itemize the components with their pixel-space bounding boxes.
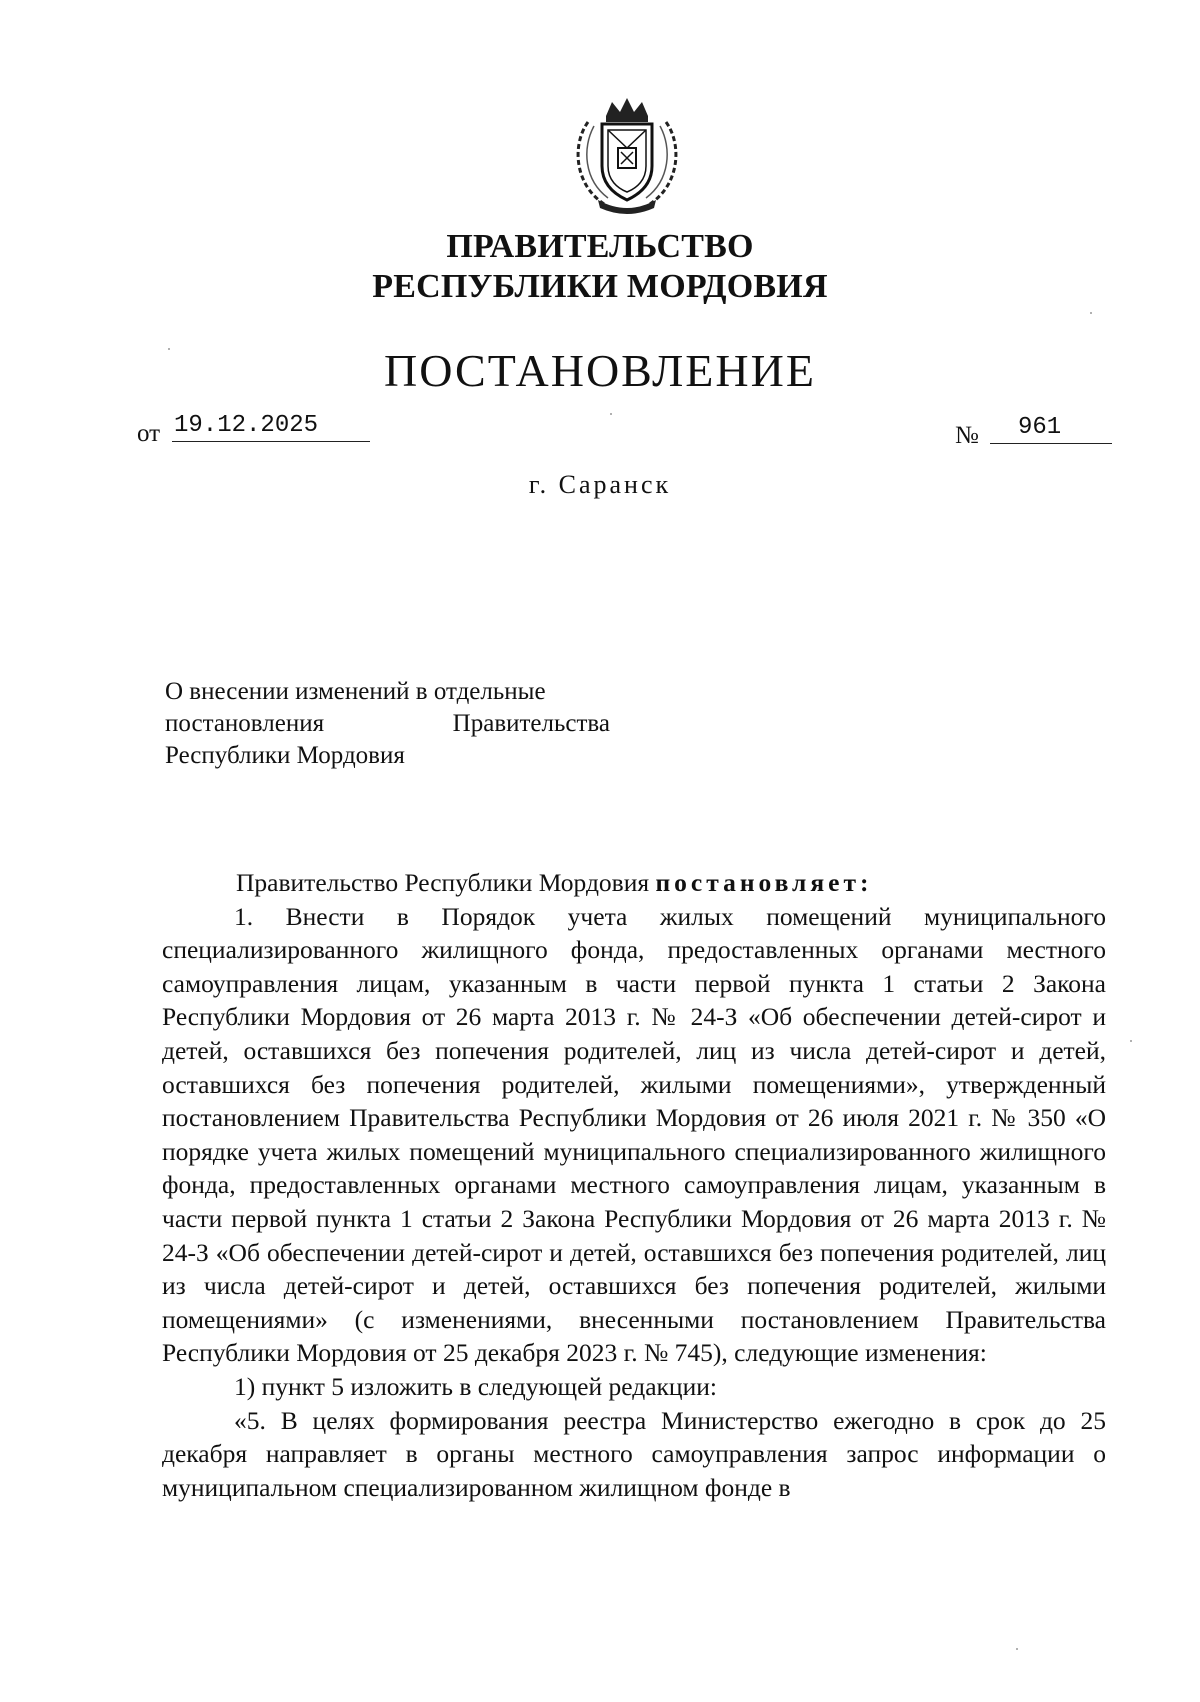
paragraph-1: 1. Внести в Порядок учета жилых помещений муниципального специализированного жилищного фонда, предоставленных органами местного самоуправления лицам, указанным в части первой пункта 1 статьи 2 Закона Республики Мордовия от 26 марта 2013 г. № 24-З «Об обеспечении детей-сирот и детей, оставшихся без попечения родителей, лиц из числа детей-сирот и детей, оставшихся без попечения родителей, жилыми помещениями», утвержденный постановлением Правительства Республики Мордовия от 26 июля 2021 г. № 350 «О порядке учета жилых помещений муниципального специализированного жилищного фонда, предоставленных органами местного самоуправления лицам, указанным в части первой пункта 1 статьи 2 Закона Республики Мордовия от 26 марта 2013 г. № 24-З «Об обеспечении детей-сирот и детей, оставшихся без попечения родителей, лиц из числа детей-сирот и детей, оставшихся без попечения родителей, жилыми помещениями» (с изменениями, внесенными постановлением Правительства Республики Мордовия от 25 декабря 2023 г. № 745), следующие изменения: xyxy=(162,901,1106,1368)
document-number-field: 961 xyxy=(990,414,1112,444)
number-label: № xyxy=(955,422,979,449)
scan-speck xyxy=(1130,1040,1132,1042)
preamble xyxy=(162,866,1106,900)
item-1: 1) пункт 5 изложить в следующей редакции: xyxy=(234,1371,717,1401)
scan-speck xyxy=(168,348,170,350)
document-type-title: ПОСТАНОВЛЕНИЕ xyxy=(384,345,816,396)
preamble-text: Правительство Республики Мордовия xyxy=(236,868,656,897)
preamble-bold-verb: постановляет: xyxy=(655,868,873,897)
subject-line2-right: Правительства xyxy=(452,710,610,737)
document-body xyxy=(162,866,1106,1504)
city-line: г. Саранск xyxy=(528,470,672,499)
scan-speck xyxy=(1090,312,1092,314)
scan-speck xyxy=(1016,1648,1018,1650)
scan-speck xyxy=(610,413,612,415)
date-label: от xyxy=(137,420,161,447)
subject-line1: О внесении изменений в отдельные xyxy=(165,678,546,705)
organization-name-line2: РЕСПУБЛИКИ МОРДОВИЯ xyxy=(372,268,828,305)
document-subject xyxy=(165,676,610,772)
document-date-field: 19.12.2025 xyxy=(172,412,370,442)
subject-line2-left: постановления xyxy=(165,710,325,737)
quoted-point-5: «5. В целях формирования реестра Министерство ежегодно в срок до 25 декабря направляет в органы местного самоуправления запрос информации о муниципальном специализированном жилищном фонде в xyxy=(162,1405,1106,1502)
organization-name-line1: ПРАВИТЕЛЬСТВО xyxy=(446,228,754,265)
subject-line3: Республики Мордовия xyxy=(165,742,405,769)
subject-line2 xyxy=(165,708,610,740)
coat-of-arms-emblem xyxy=(568,92,686,218)
